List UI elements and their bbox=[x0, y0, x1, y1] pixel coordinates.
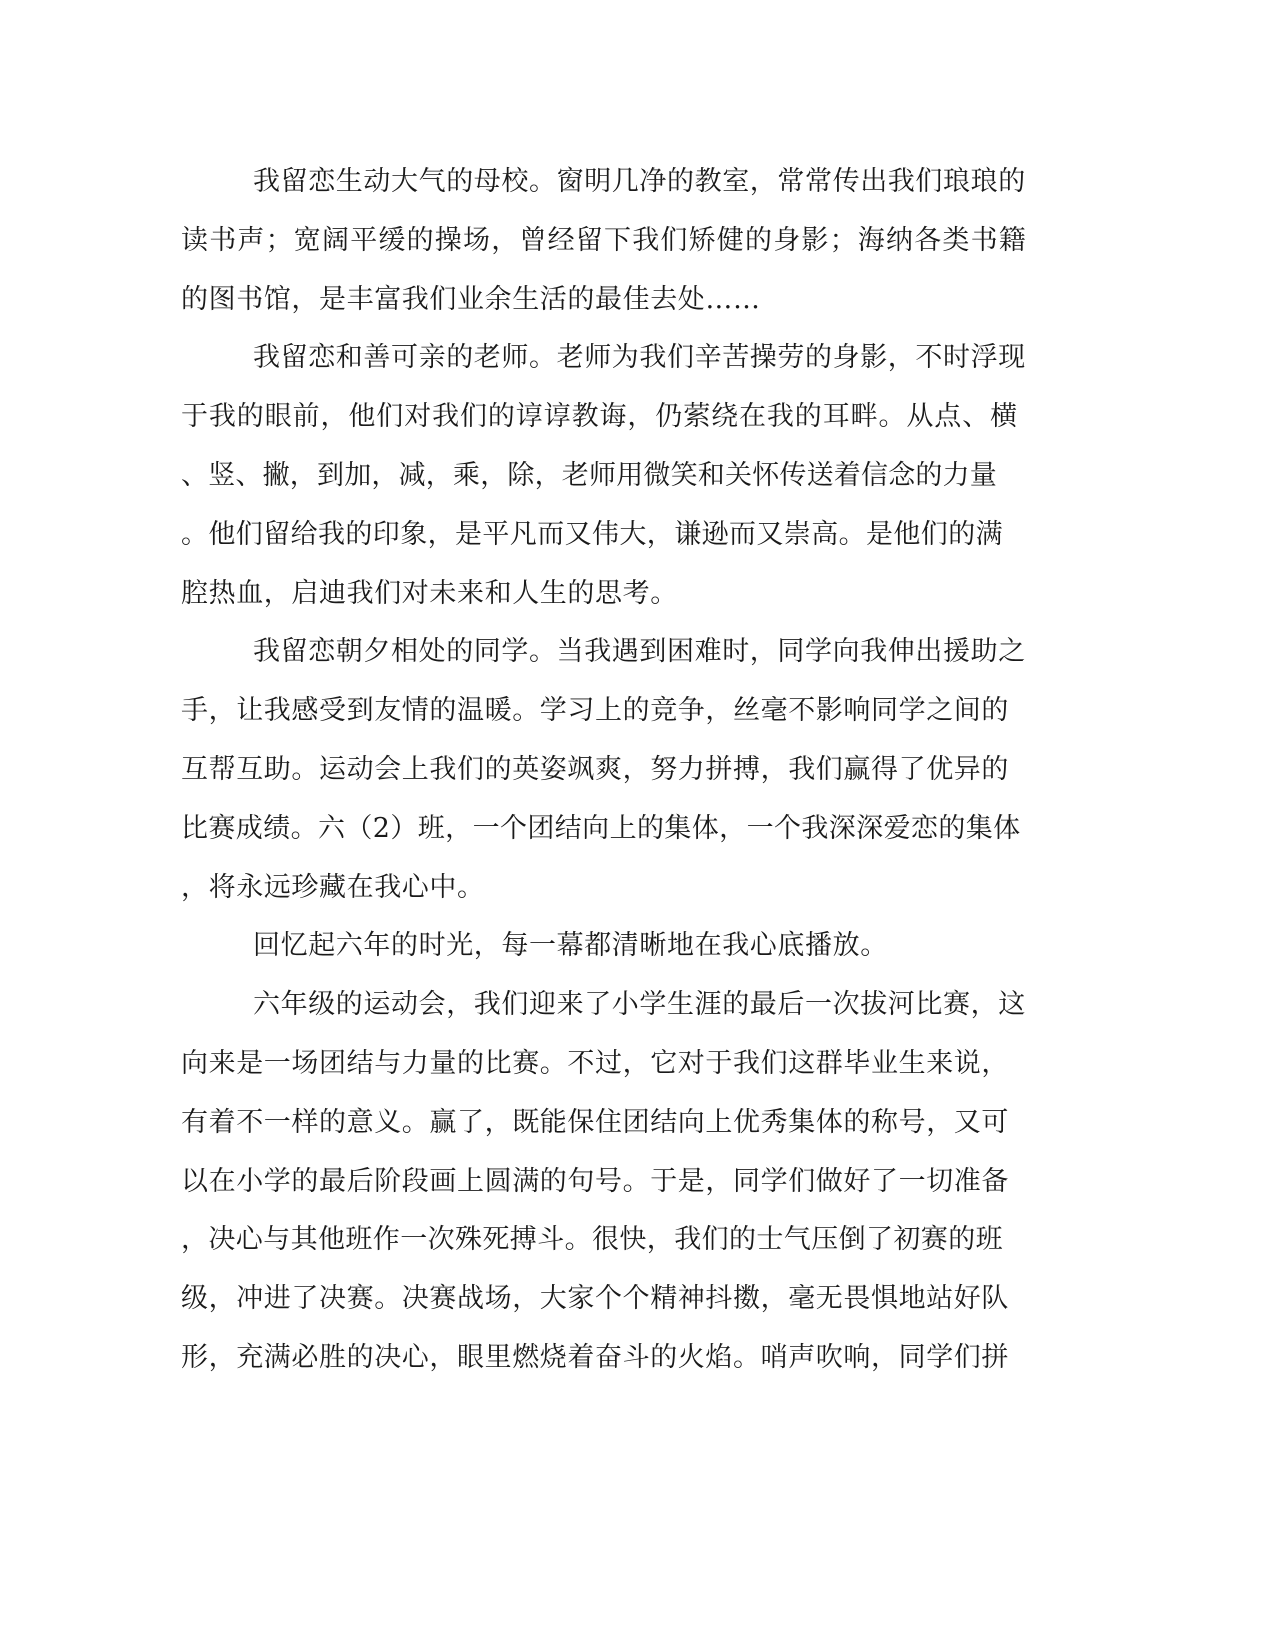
paragraph-line: 形，充满必胜的决心，眼里燃烧着奋斗的火焰。哨声吹响，同学们拼 bbox=[181, 1342, 1009, 1373]
paragraph-line: ，将永远珍藏在我心中。 bbox=[181, 872, 485, 903]
paragraph-line: 、竖、撇，到加，减，乘，除，老师用微笑和关怀传送着信念的力量 bbox=[181, 460, 997, 491]
text-line bbox=[0, 926, 1275, 966]
paragraph-line: 我留恋朝夕相处的同学。当我遇到困难时，同学向我伸出援助之 bbox=[253, 636, 1026, 667]
text-line bbox=[0, 750, 1275, 790]
paragraph-line: 的图书馆，是丰富我们业余生活的最佳去处…… bbox=[181, 284, 761, 315]
paragraph-line: 。他们留给我的印象，是平凡而又伟大，谦逊而又崇高。是他们的满 bbox=[181, 519, 1003, 550]
paragraph-line: 六年级的运动会，我们迎来了小学生涯的最后一次拔河比赛，这 bbox=[253, 989, 1026, 1020]
text-line bbox=[0, 1279, 1275, 1319]
text-line bbox=[0, 162, 1275, 202]
paragraph-line: 我留恋生动大气的母校。窗明几净的教室，常常传出我们琅琅的 bbox=[253, 166, 1026, 197]
paragraph-line: ，决心与其他班作一次殊死搏斗。很快，我们的士气压倒了初赛的班 bbox=[181, 1224, 1003, 1255]
text-line bbox=[0, 338, 1275, 378]
paragraph-line: 比赛成绩。六（2）班，一个团结向上的集体，一个我深深爱恋的集体 bbox=[181, 813, 1021, 844]
paragraph-line: 腔热血，启迪我们对未来和人生的思考。 bbox=[181, 578, 678, 609]
paragraph-line: 于我的眼前，他们对我们的谆谆教诲，仍萦绕在我的耳畔。从点、横 bbox=[181, 401, 1018, 432]
text-line bbox=[0, 1103, 1275, 1143]
paragraph-line: 我留恋和善可亲的老师。老师为我们辛苦操劳的身影，不时浮现 bbox=[253, 342, 1026, 373]
paragraph-line: 有着不一样的意义。赢了，既能保住团结向上优秀集体的称号，又可 bbox=[181, 1107, 1009, 1138]
paragraph-line: 以在小学的最后阶段画上圆满的句号。于是，同学们做好了一切准备 bbox=[181, 1166, 1009, 1197]
text-line bbox=[0, 1044, 1275, 1084]
text-line bbox=[0, 632, 1275, 672]
text-line bbox=[0, 809, 1275, 849]
text-line bbox=[0, 868, 1275, 908]
paragraph-line: 互帮互助。运动会上我们的英姿飒爽，努力拼搏，我们赢得了优异的 bbox=[181, 754, 1009, 785]
text-line bbox=[0, 221, 1275, 261]
paragraph-line: 读书声；宽阔平缓的操场，曾经留下我们矫健的身影；海纳各类书籍 bbox=[181, 225, 1027, 256]
text-line bbox=[0, 574, 1275, 614]
text-line bbox=[0, 985, 1275, 1025]
paragraph-line: 回忆起六年的时光，每一幕都清晰地在我心底播放。 bbox=[253, 930, 888, 961]
text-line bbox=[0, 691, 1275, 731]
paragraph-line: 手，让我感受到友情的温暖。学习上的竞争，丝毫不影响同学之间的 bbox=[181, 695, 1009, 726]
paragraph-line: 向来是一场团结与力量的比赛。不过，它对于我们这群毕业生来说， bbox=[181, 1048, 1009, 1079]
text-line bbox=[0, 1338, 1275, 1378]
text-line bbox=[0, 397, 1275, 437]
text-line bbox=[0, 1220, 1275, 1260]
text-line bbox=[0, 456, 1275, 496]
paragraph-line: 级，冲进了决赛。决赛战场，大家个个精神抖擞，毫无畏惧地站好队 bbox=[181, 1283, 1009, 1314]
text-line bbox=[0, 1162, 1275, 1202]
text-line bbox=[0, 280, 1275, 320]
text-line bbox=[0, 515, 1275, 555]
